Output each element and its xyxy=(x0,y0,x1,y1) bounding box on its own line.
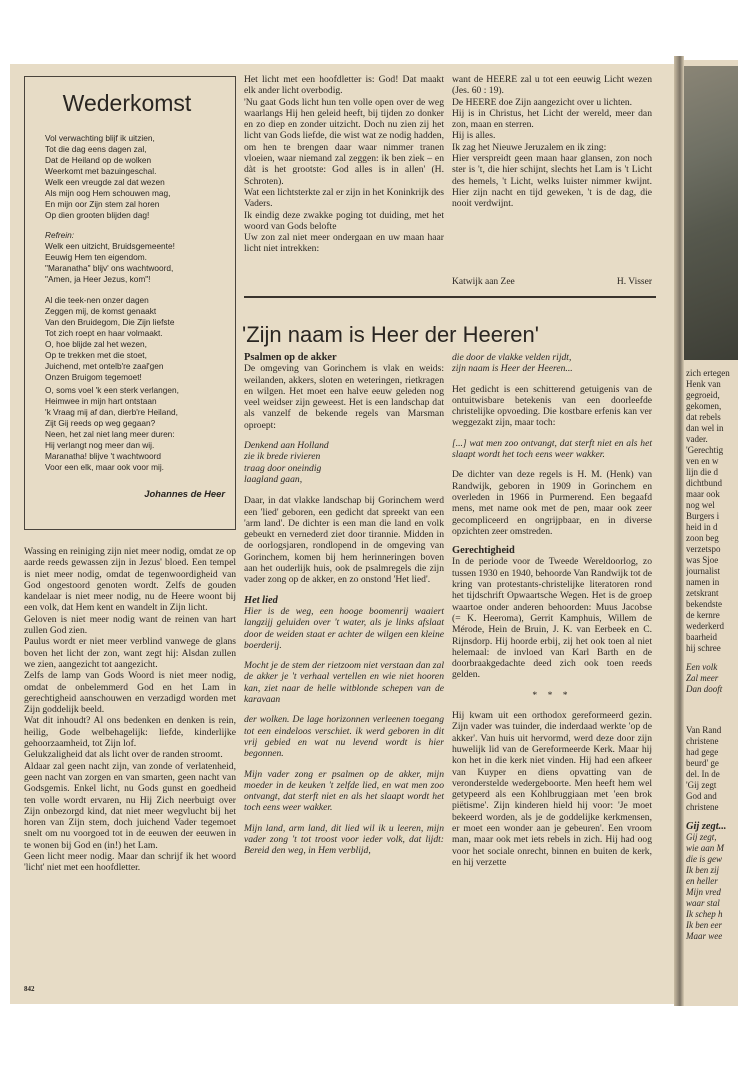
paragraph: Ik zag het Nieuwe Jeruzalem en ik zing: xyxy=(452,141,607,153)
paragraph: Hij kwam uit een orthodox gereformeerd gezin. Zijn vader was tuinder, die inderdaad werkte 'op de akker'. Van huis uit hervormd, werd deze door zijn huwelijk lid van de Gereformeerde Kerk. Maar hij kon het in die kerk niet vinden. Hij had een afkeer van Kuyper en diens opvatting van de veronderstelde wedergeboorte. Men heeft hem wel getypeerd als een Kohlbruggiaan met 'een brok piëtisme'. Zijn kinderen hield hij voor: 'Je moet bekeerd worden, als je de goddelijke kerkmensen, er moet een wonder aan je gebeuren'. Een vroom man, maar ook met iets rebels in zich. Hij had oog voor het sociale onrecht, binnen en buiten de kerk, en hij verzette xyxy=(452,710,652,868)
line: 'Gerechtig xyxy=(686,445,724,455)
subheading-gerechtigheid: Gerechtigheid xyxy=(452,545,515,557)
line: zie ik brede rivieren xyxy=(244,451,321,463)
line: gegroeid, xyxy=(686,390,720,400)
line: Op dien grooten blijden dag! xyxy=(45,210,150,220)
line: Denkend aan Holland xyxy=(244,440,329,452)
line: ven en w xyxy=(686,456,719,466)
line: namen in xyxy=(686,577,720,587)
paragraph: Hier verspreidt geen maan haar glansen, zon noch ster is 't, die hier schijnt, slechts het Lam is 't Licht des hemels, 't Licht, welks luister nimmer kwijnt. Hier zijn nacht en tijd geweken, 't is de dag, die nooit verdwijnt. xyxy=(452,153,652,210)
line: "Maranatha" blijv' ons wachtwoord, xyxy=(45,263,174,273)
poem-author: Johannes de Heer xyxy=(144,488,225,499)
article-column-2 xyxy=(244,352,444,857)
section-stars: * * * xyxy=(532,689,572,701)
line: had gege xyxy=(686,747,719,757)
quote: [...] wat men zoo ontvangt, dat sterft niet en als het slaapt wordt het toch eens weer wakker. xyxy=(452,437,652,461)
line: traag door oneindig xyxy=(244,462,322,474)
line: Ik ben eer xyxy=(686,920,722,930)
line: dichtbund xyxy=(686,478,722,488)
line: Weerkomt met bazuingeschal. xyxy=(45,166,157,176)
line: was Sjoe xyxy=(686,555,719,565)
line: Al die teek-nen onzer dagen xyxy=(45,295,149,305)
paragraph: Hij is alles. xyxy=(452,130,496,142)
paragraph: Zelfs de lamp van Gods Woord is niet meer nodig, omdat de onbelemmerd God en het Lam in gerechtigheid aanschouwen en verzadigd worden met Zijn goddelijk beeld. xyxy=(24,670,236,716)
verse-continuation xyxy=(452,352,652,375)
paragraph: De dichter van deze regels is H. M. (Henk) van Randwijk, geboren in 1909 in Gorinchem en overleden in 1966 in Purmerend. Een begaafd mens, met name ook met de pen, maar ook zeer gecompliceerd en ongrijpbaar, en in diverse opzichten zeer omstreden. xyxy=(452,469,652,537)
verse-stanza: Mijn vader zong er psalmen op de akker, mijn moeder in de keuken 't zelfde lied, en wat men zoo ontvangt, dat sterft niet en als het slaapt wordt het toch eens weer wakker. xyxy=(244,768,444,814)
line: Tot zich roept en haar volmaakt. xyxy=(45,328,163,338)
line: Heimwee in mijn hart ontstaan xyxy=(45,396,157,406)
line: vader. xyxy=(686,434,708,444)
line: Zijt Gij reeds op weg gegaan? xyxy=(45,418,156,428)
column-1-text xyxy=(24,546,236,874)
section-divider xyxy=(244,296,656,298)
line: zoon beg xyxy=(686,533,719,543)
subheading-het-lied: Het lied xyxy=(244,594,278,606)
line: verzetspo xyxy=(686,544,721,554)
line: del. In de xyxy=(686,769,720,779)
signature-name: H. Visser xyxy=(616,277,652,287)
line: die door de vlakke velden rijdt, xyxy=(452,352,572,363)
paragraph: Gelukzaligheid dat als licht over de randen stroomt. xyxy=(24,749,223,761)
line: nog wel xyxy=(686,500,715,510)
subheading-psalmen: Psalmen op de akker xyxy=(244,352,337,363)
paragraph: Uw zon zal niet meer ondergaan en uw maan haar licht niet intrekken: xyxy=(244,232,444,255)
line: O, hoe blijde zal het wezen, xyxy=(45,339,147,349)
line: christene xyxy=(686,802,719,812)
marsman-verse xyxy=(244,440,444,485)
line: laagland gaan, xyxy=(244,473,303,485)
line: Mijn vred xyxy=(686,887,721,897)
column-3-top-text xyxy=(452,74,652,210)
line: Ik schep h xyxy=(686,909,723,919)
line: Maar wee xyxy=(686,931,723,941)
article-headline: 'Zijn naam is Heer der Heeren' xyxy=(242,322,539,347)
paragraph: Daar, in dat vlakke landschap bij Gorinchem werd een 'lied' geboren, een gedicht dat spreekt van een 'arm land'. De dichter is een man die land en volk gebeukt en vernederd ziet door tirannie. Midden in de oorlogsjaren, rondlopend in de omgeving van Gorinchem, komen bij hem herinneringen boven aan het ouderlijk huis, ook de psalmregels die zijn vader zong op de akker, en zo onstond 'Het lied'. xyxy=(244,495,444,586)
line: waar stal xyxy=(686,898,720,908)
line: Burgers i xyxy=(686,511,720,521)
line: Een volk xyxy=(686,662,718,672)
verse-stanza: Hier is de weg, een hooge boomenrij waaiert langzijj geluiden over 't water, als je links afslaat door de weiden staat er achter de wilgen een kleine boerderij. xyxy=(244,605,444,651)
refrain-label: Refrein: xyxy=(45,230,75,240)
line: Onzen Bruigom tegemoet! xyxy=(45,372,142,382)
line: Neen, het zal niet lang meer duren: xyxy=(45,429,175,439)
line: Van den Bruidegom, Die Zijn liefste xyxy=(45,317,175,327)
paragraph: Geen licht meer nodig. Maar dan schrijf ik het woord 'licht' niet met een hoofdletter. xyxy=(24,851,236,874)
line: Eeuwig Hem ten eigendom. xyxy=(45,252,147,262)
line: God and xyxy=(686,791,717,801)
landscape-photo xyxy=(684,66,738,360)
line: zetskrant xyxy=(686,588,719,598)
paragraph: Paulus wordt er niet meer verblind vanwege de glans boven het licht der zon, want zegt hij: Alsdan zullen we zien, aangezicht tot aangezicht. xyxy=(24,636,236,670)
line: O, soms voel 'k een sterk verlangen, xyxy=(45,385,179,395)
poem-stanza-1 xyxy=(45,133,230,221)
poem-stanza-3 xyxy=(45,385,230,473)
poem-title: Wederkomst xyxy=(62,90,192,116)
facing-italic-2 xyxy=(686,832,738,942)
verse-stanza: der wolken. De lage horizonnen verleenen toegang tot een eindeloos verschiet. ik werd geboren in dit vrij gebied en wat nu levend wordt is hier begonnen. xyxy=(244,714,444,760)
line: Hij verlangt nog meer dan wij. xyxy=(45,440,155,450)
line: Juichend, met ontelb're zaal'gen xyxy=(45,361,164,371)
poem-stanza-2 xyxy=(45,295,230,383)
paragraph: In de periode voor de Tweede Wereldoorlog, zo tussen 1930 en 1940, behoorde Van Randwijk tot de kring van protestants-christelijke literatoren rond het tijdschrift Opwaartsche Wegen. Het is de groep waartoe onder anderen behoorden: Muus Jacobse (= K. Heeroma), Gerrit Kamphuis, Willem de Mérode, Hein de Bruin, J. K. van Eerbeek en C. Rijnsdorp. Hij hoorde erbij, zij het ook toen al niet helemaal: de invloed van Karl Barth en de doorbraakgedachte deed zich ook toen reeds gelden. xyxy=(452,556,652,681)
line: dat rebels xyxy=(686,412,721,422)
line: 'Gij zegt xyxy=(686,780,717,790)
paragraph: Het licht met een hoofdletter is: God! Dat maakt elk ander licht overbodig. xyxy=(244,74,444,97)
paragraph: Aldaar zal geen nacht zijn, van zonde of verlatenheid, geen nacht van zorgen en van smarten, geen nacht van Godsgemis. Enkel licht, nu Gods gunst en goedheid ten volle wordt ervaren, nu Hij Zich neerbuigt over Zijn onbezorgd kind, dat niet meer wegvlucht bij het horen van Zijn stem, doch juichend Vader tegemoet snelt om nu voorgoed tot in de eeuwen der eeuwen in te wonen bij God en (in!) het Lam. xyxy=(24,760,236,851)
line: Maranatha! blijve 't wachtwoord xyxy=(45,451,161,461)
line: heid in d xyxy=(686,522,718,532)
line: Ik ben zij xyxy=(686,865,719,875)
line: Zeggen mij, de komst genaakt xyxy=(45,306,157,316)
signature-place: Katwijk aan Zee xyxy=(452,277,515,287)
line: Voor een elk, maar ook voor mij. xyxy=(45,462,164,472)
line: hij schree xyxy=(686,643,721,653)
facing-lines-1 xyxy=(686,368,738,654)
paragraph: De omgeving van Gorinchem is vlak en weids: weilanden, akkers, sloten en weteringen, rietkragen en wilgen. Het moet een halve eeuw geleden nog veel weidser zijn geweest. Het is een landschap dat als vanzelf de bekende regels van Marsman oproept: xyxy=(244,363,444,431)
page-gutter xyxy=(674,56,684,1006)
line: En mijn oor Zijn stem zal horen xyxy=(45,199,160,209)
line: Tot die dag eens dagen zal, xyxy=(45,144,147,154)
line: gekomen, xyxy=(686,401,722,411)
line: beurd' ge xyxy=(686,758,719,768)
line: "Amen, ja Heer Jezus, kom"! xyxy=(45,274,151,284)
line: en heller xyxy=(686,876,718,886)
line: zijn naam is Heer der Heeren... xyxy=(452,363,573,375)
line: 'k Vraag mij af dan, dierb're Heiland, xyxy=(45,407,178,417)
line: zich ertegen xyxy=(686,368,730,378)
column-2-top-text xyxy=(244,74,444,255)
line: dan wel in xyxy=(686,423,724,433)
line: Vol verwachting blijf ik uitzien, xyxy=(45,133,155,143)
line: Zal meer xyxy=(686,673,719,683)
paragraph: 'Nu gaat Gods licht hun ten volle open over de weg waarlangs Hij hen geleid heeft, bij tijden zo donker en zo diep en zonder uitzicht. Doch nu zien zij het licht van Gods liefde, die wist wat ze nodig hadden, om hen te brengen daar waar nimmer tranen vloeien, waar niemand zal zeggen: ik ben ziek – en dàt is het grootste: God alles is in allen' (H. Schroten). xyxy=(244,96,444,187)
line: de kernre xyxy=(686,610,720,620)
paragraph: Geloven is niet meer nodig want de reinen van hart zullen God zien. xyxy=(24,613,236,637)
line: bekendste xyxy=(686,599,722,609)
line: baarheid xyxy=(686,632,717,642)
facing-page-text xyxy=(686,368,738,942)
paragraph: Wat een lichtsterkte zal er zijn in het Koninkrijk des Vaders. xyxy=(244,186,444,210)
article-column-3 xyxy=(452,352,652,868)
line: christene xyxy=(686,736,719,746)
line: Welk een uitzicht, Bruidsgemeente! xyxy=(45,241,175,251)
paragraph: Het gedicht is een schitterend getuigenis van de ontuitwisbare betekenis van een doorleefde christelijke opvoeding. Die kostbare erfenis kan ver weggezakt zijn, maar toch: xyxy=(452,383,652,429)
line: Dan dooft xyxy=(686,684,723,694)
facing-italic-1 xyxy=(686,662,738,695)
verse-stanza: Mijn land, arm land, dit lied wil ik u leeren, mijn vader zong 't tot troost voor ieder volk, dat lijdt: Bereid den weg, in Hem verblijd, xyxy=(244,822,444,857)
poem-refrain xyxy=(45,241,230,285)
line: Op te trekken met die stoet, xyxy=(45,350,147,360)
line: wederkerd xyxy=(686,621,724,631)
verse-stanza: Mocht je de stem der rietzoom niet verstaan dan zal de akker je 't verhaal vertellen en wie niet hooren kan, ziet naar de helle witblonde schepen van de karavaan xyxy=(244,660,444,706)
line: Als mijn oog Hem schouwen mag, xyxy=(45,188,171,198)
paragraph: De HEERE doe Zijn aangezicht over u lichten. xyxy=(452,96,633,108)
page-number: 842 xyxy=(24,985,35,993)
paragraph: Wat dit inhoudt? Al ons bedenken en denken is rein, heilig, Gode welbehagelijk: liefde, kinderlijke gehoorzaamheid, tot Zijn lof. xyxy=(24,715,236,750)
line: Gij zegt, xyxy=(686,832,717,842)
line: die is gew xyxy=(686,854,722,864)
line: Henk van xyxy=(686,379,721,389)
line: wie aan M xyxy=(686,843,724,853)
line: Van Rand xyxy=(686,725,722,735)
facing-subheading: Gij zegt... xyxy=(686,821,727,832)
line: lijn die d xyxy=(686,467,718,477)
line: maar ook xyxy=(686,489,720,499)
line: Dat de Heiland op de wolken xyxy=(45,155,152,165)
line: Welk een vreugde zal dat wezen xyxy=(45,177,165,187)
paragraph: Hij is in Christus, het Licht der wereld, meer dan zon, maan en sterren. xyxy=(452,107,652,131)
paragraph: Ik eindig deze zwakke poging tot duiding, met het woord van Gods belofte xyxy=(244,209,444,232)
line: journalist xyxy=(686,566,720,576)
paragraph: want de HEERE zal u tot een eeuwig Licht wezen (Jes. 60 : 19). xyxy=(452,74,652,97)
paragraph: Wassing en reiniging zijn niet meer nodig, omdat ze op aarde reeds gewassen zijn in Jezus' bloed. Een tempel is niet meer nodig, omdat de tegenwoordigheid van God ongestoord genoten wordt. Zelfs de gouden kandelaar is niet meer nodig, nu de Heere woont bij een volk, dat Hem kent en wandelt in Zijn licht. xyxy=(24,546,236,614)
facing-lines-2 xyxy=(686,725,738,813)
